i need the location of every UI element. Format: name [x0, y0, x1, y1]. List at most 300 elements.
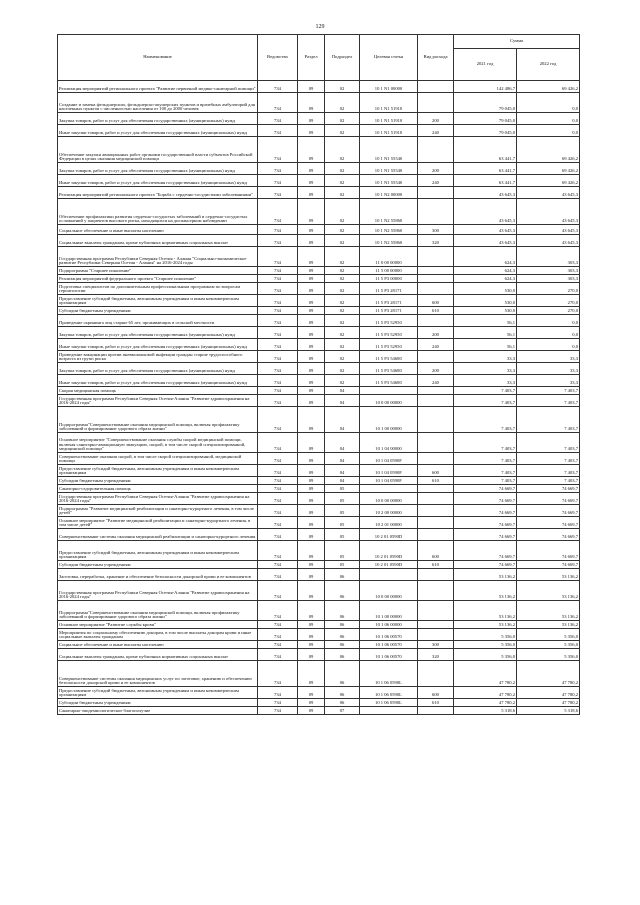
- cell-ved: 734: [258, 387, 298, 395]
- table-row: [58, 641, 580, 649]
- cell-razdel: 09: [298, 375, 325, 387]
- cell-vr: [418, 351, 454, 363]
- cell-ved: 734: [258, 629, 298, 641]
- cell-podrazdel: 04: [325, 477, 360, 485]
- cell-vr: [418, 137, 454, 163]
- table-row: [58, 453, 580, 465]
- cell-name: Проведение вакцинации против пневмококковой инфекции граждан старше трудоспособного возраста из групп риска: [58, 351, 258, 363]
- cell-sum-2022: 0,0: [517, 339, 580, 351]
- cell-sum-2021: 624,3: [454, 275, 517, 283]
- cell-sum-2022: 270,0: [517, 295, 580, 307]
- cell-sum-2022: 47 780,2: [517, 687, 580, 699]
- cell-ved: 734: [258, 307, 298, 315]
- cell-sum-2021: 7 403,7: [454, 395, 517, 407]
- cell-sum-2021: 63 441,7: [454, 163, 517, 175]
- cell-sum-2021: 7 403,7: [454, 387, 517, 395]
- cell-podrazdel: 02: [325, 187, 360, 199]
- cell-podrazdel: 02: [325, 275, 360, 283]
- cell-vr: 200: [418, 327, 454, 339]
- cell-sum-2022: 7 403,7: [517, 477, 580, 485]
- cell-name: Основное мероприятие "Развитие службы крови": [58, 621, 258, 629]
- table-row: [58, 485, 580, 493]
- cell-csr: 10 0 00 00000: [360, 395, 418, 407]
- cell-sum-2021: 5 356,0: [454, 629, 517, 641]
- table-row: [58, 387, 580, 395]
- cell-name: Закупка товаров, работ и услуг для обеспечения государственных (муниципальных) нужд: [58, 113, 258, 125]
- cell-name: Подпрограмма"Совершенствование оказания медицинской помощи, включая профилактику заболеваний и формирование здорового образа жизни": [58, 601, 258, 621]
- table-row: [58, 187, 580, 199]
- cell-vr: 200: [418, 113, 454, 125]
- cell-csr: 10 1 06 0590L: [360, 661, 418, 687]
- cell-razdel: 09: [298, 137, 325, 163]
- cell-razdel: 09: [298, 529, 325, 541]
- cell-sum-2021: 530,0: [454, 295, 517, 307]
- cell-name: Иные закупки товаров, работ и услуг для обеспечения государственных (муниципальных) нужд: [58, 175, 258, 187]
- cell-sum-2021: 53 136,2: [454, 621, 517, 629]
- cell-podrazdel: 06: [325, 569, 360, 581]
- table-row: [58, 407, 580, 433]
- cell-name: Иные закупки товаров, работ и услуг для обеспечения государственных (муниципальных) нужд: [58, 125, 258, 137]
- cell-vr: [418, 529, 454, 541]
- cell-sum-2021: 74 669,7: [454, 541, 517, 561]
- cell-razdel: 09: [298, 125, 325, 137]
- cell-ved: 734: [258, 267, 298, 275]
- table-row: [58, 649, 580, 661]
- cell-podrazdel: 05: [325, 493, 360, 505]
- cell-razdel: 09: [298, 477, 325, 485]
- cell-name: Предоставление субсидий бюджетным, автономным учреждениям и иным некоммерческим организациям: [58, 687, 258, 699]
- cell-sum-2022: 270,0: [517, 307, 580, 315]
- cell-podrazdel: 02: [325, 163, 360, 175]
- cell-podrazdel: 02: [325, 93, 360, 113]
- cell-razdel: 09: [298, 649, 325, 661]
- table-body: [58, 81, 580, 715]
- cell-name: Закупка товаров, работ и услуг для обеспечения государственных (муниципальных) нужд: [58, 163, 258, 175]
- cell-name: Предоставление субсидий бюджетным, автономным учреждениям и иным некоммерческим организациям: [58, 295, 258, 307]
- cell-sum-2022: 53 136,2: [517, 621, 580, 629]
- cell-sum-2021: 63 441,7: [454, 137, 517, 163]
- cell-podrazdel: 06: [325, 581, 360, 601]
- cell-ved: 734: [258, 339, 298, 351]
- cell-sum-2021: 43 645,3: [454, 235, 517, 247]
- cell-csr: 10 1 06 00000: [360, 621, 418, 629]
- cell-ved: 734: [258, 569, 298, 581]
- cell-podrazdel: 02: [325, 283, 360, 295]
- cell-sum-2022: 0,0: [517, 93, 580, 113]
- table-row: [58, 621, 580, 629]
- header-ved: Ведомство: [258, 35, 298, 81]
- cell-sum-2022: 53 136,2: [517, 569, 580, 581]
- cell-razdel: 09: [298, 621, 325, 629]
- cell-podrazdel: 04: [325, 453, 360, 465]
- cell-podrazdel: 02: [325, 315, 360, 327]
- cell-ved: 734: [258, 199, 298, 225]
- table-row: [58, 505, 580, 517]
- cell-csr: 10 1 N2 55860: [360, 199, 418, 225]
- cell-sum-2022: 7 403,7: [517, 453, 580, 465]
- cell-sum-2021: 74 669,7: [454, 517, 517, 529]
- cell-razdel: 09: [298, 433, 325, 453]
- header-razdel: Раздел: [298, 35, 325, 81]
- cell-podrazdel: 02: [325, 81, 360, 93]
- table-row: [58, 561, 580, 569]
- cell-csr: 11 5 P3 28171: [360, 295, 418, 307]
- cell-name: Закупка товаров, работ и услуг для обеспечения государственных (муниципальных) нужд: [58, 363, 258, 375]
- header-year-2021: 2021 год: [454, 49, 517, 81]
- cell-podrazdel: 04: [325, 433, 360, 453]
- cell-vr: 200: [418, 163, 454, 175]
- cell-podrazdel: 02: [325, 351, 360, 363]
- cell-podrazdel: 02: [325, 175, 360, 187]
- cell-sum-2021: 74 669,7: [454, 493, 517, 505]
- cell-csr: 10 1 N1 51910: [360, 125, 418, 137]
- cell-razdel: 09: [298, 163, 325, 175]
- header-year-2022: 2022 год: [517, 49, 580, 81]
- table-row: [58, 315, 580, 327]
- cell-csr: 10 1 N1 55540: [360, 175, 418, 187]
- cell-podrazdel: 02: [325, 247, 360, 267]
- cell-ved: 734: [258, 649, 298, 661]
- table-row: [58, 351, 580, 363]
- cell-name: Обеспечение закупки авиационных работ органами государственной власти субъектов Российской Федерации в целях оказания медицинской помощи: [58, 137, 258, 163]
- cell-csr: 10 1 06 00570: [360, 649, 418, 661]
- cell-ved: 734: [258, 465, 298, 477]
- cell-name: Заготовка, переработка, хранение и обеспечение безопасности донорской крови и ее компонентов: [58, 569, 258, 581]
- cell-vr: 610: [418, 477, 454, 485]
- cell-razdel: 09: [298, 307, 325, 315]
- cell-vr: 610: [418, 561, 454, 569]
- cell-vr: [418, 453, 454, 465]
- cell-ved: 734: [258, 517, 298, 529]
- cell-sum-2021: 47 780,2: [454, 699, 517, 707]
- cell-csr: 10 1 N1 55540: [360, 137, 418, 163]
- table-row: [58, 175, 580, 187]
- cell-razdel: 09: [298, 493, 325, 505]
- cell-name: Проведение скрининга лиц старше 65 лет, проживающих в сельской местности: [58, 315, 258, 327]
- cell-razdel: 09: [298, 295, 325, 307]
- cell-sum-2022: 7 403,7: [517, 407, 580, 433]
- cell-csr: 11 5 P3 00000: [360, 275, 418, 283]
- cell-csr: 11 5 P3 52950: [360, 315, 418, 327]
- table-row: [58, 199, 580, 225]
- cell-sum-2022: 74 669,7: [517, 493, 580, 505]
- cell-ved: 734: [258, 541, 298, 561]
- cell-vr: 600: [418, 465, 454, 477]
- cell-razdel: 09: [298, 581, 325, 601]
- cell-ved: 734: [258, 225, 298, 235]
- cell-vr: [418, 601, 454, 621]
- cell-name: Закупка товаров, работ и услуг для обеспечения государственных (муниципальных) нужд: [58, 327, 258, 339]
- table-row: [58, 81, 580, 93]
- cell-sum-2021: 74 669,7: [454, 529, 517, 541]
- page-number: 129: [315, 24, 325, 30]
- cell-csr: 10 0 00 00000: [360, 581, 418, 601]
- cell-ved: 734: [258, 493, 298, 505]
- cell-csr: 10 2 00 00000: [360, 505, 418, 517]
- cell-razdel: 09: [298, 505, 325, 517]
- cell-podrazdel: 02: [325, 327, 360, 339]
- table-row: [58, 465, 580, 477]
- cell-podrazdel: 02: [325, 235, 360, 247]
- cell-ved: 734: [258, 275, 298, 283]
- cell-podrazdel: 05: [325, 505, 360, 517]
- cell-sum-2022: 47 780,2: [517, 661, 580, 687]
- budget-table: [57, 34, 580, 715]
- cell-razdel: 09: [298, 629, 325, 641]
- cell-vr: [418, 433, 454, 453]
- cell-ved: 734: [258, 505, 298, 517]
- cell-csr: 11 5 P3 54680: [360, 363, 418, 375]
- table-row: [58, 137, 580, 163]
- header-csr: Целевая статья: [360, 35, 418, 81]
- cell-ved: 734: [258, 687, 298, 699]
- cell-sum-2022: 0,0: [517, 327, 580, 339]
- cell-sum-2022: 74 669,7: [517, 505, 580, 517]
- cell-vr: [418, 247, 454, 267]
- cell-razdel: 09: [298, 661, 325, 687]
- cell-sum-2022: 43 645,3: [517, 199, 580, 225]
- cell-csr: 10 1 N2 00000: [360, 187, 418, 199]
- cell-ved: 734: [258, 375, 298, 387]
- cell-vr: [418, 629, 454, 641]
- table-row: [58, 661, 580, 687]
- table-row: [58, 339, 580, 351]
- cell-razdel: 09: [298, 315, 325, 327]
- cell-vr: 600: [418, 295, 454, 307]
- cell-sum-2021: 5 356,0: [454, 649, 517, 661]
- cell-name: Мероприятия по социальному обеспечению донорам, в том числе выплаты донорам крови и иные социальные выплаты гражданам: [58, 629, 258, 641]
- cell-sum-2021: 530,0: [454, 283, 517, 295]
- cell-name: Государственная программа Республики Северная Осетия-Алания "Развитие здравоохранения на 2016-2024 годы": [58, 581, 258, 601]
- cell-csr: 10 1 N2 55860: [360, 225, 418, 235]
- cell-podrazdel: 05: [325, 517, 360, 529]
- cell-sum-2022: 5 356,0: [517, 649, 580, 661]
- cell-sum-2022: 303,3: [517, 247, 580, 267]
- cell-razdel: 09: [298, 235, 325, 247]
- cell-name: Социальные выплаты гражданам, кроме публичных нормативных социальных выплат: [58, 235, 258, 247]
- cell-ved: 734: [258, 351, 298, 363]
- cell-razdel: 09: [298, 601, 325, 621]
- cell-ved: 734: [258, 235, 298, 247]
- cell-sum-2022: 43 645,3: [517, 187, 580, 199]
- table-row: [58, 629, 580, 641]
- cell-name: Подпрограмма "Старшее поколение": [58, 267, 258, 275]
- table-row: [58, 93, 580, 113]
- cell-sum-2022: 303,3: [517, 275, 580, 283]
- cell-name: Подготовка специалистов по дополнительным профессиональным программам по вопросам геронтологии: [58, 283, 258, 295]
- table-row: [58, 395, 580, 407]
- table-row: [58, 707, 580, 715]
- cell-name: Реализация мероприятий регионального проекта "Развитие первичной медико-санитарной помощи": [58, 81, 258, 93]
- cell-csr: 10 1 00 00000: [360, 407, 418, 433]
- cell-name: Создание и замена фельдшерских, фельдшерско-акушерских пунктов и врачебных амбулаторий для населенных пунктов с численностью населения от 100 до 2000 человек: [58, 93, 258, 113]
- cell-sum-2021: 74 669,7: [454, 561, 517, 569]
- cell-name: Социальное обеспечение и иные выплаты населению: [58, 225, 258, 235]
- cell-podrazdel: 02: [325, 199, 360, 225]
- cell-name: Иные закупки товаров, работ и услуг для обеспечения государственных (муниципальных) нужд: [58, 339, 258, 351]
- cell-sum-2022: 7 403,7: [517, 395, 580, 407]
- cell-ved: 734: [258, 485, 298, 493]
- cell-csr: 10 1 06 0590L: [360, 687, 418, 699]
- cell-vr: [418, 267, 454, 275]
- cell-razdel: 09: [298, 707, 325, 715]
- cell-razdel: 09: [298, 485, 325, 493]
- cell-sum-2022: 303,3: [517, 267, 580, 275]
- cell-sum-2021: 33,3: [454, 363, 517, 375]
- cell-csr: 10 1 04 00000: [360, 433, 418, 453]
- cell-ved: 734: [258, 601, 298, 621]
- cell-sum-2021: 56,1: [454, 339, 517, 351]
- table-row: [58, 687, 580, 699]
- table-row: [58, 699, 580, 707]
- cell-vr: 240: [418, 375, 454, 387]
- cell-ved: 734: [258, 93, 298, 113]
- cell-sum-2021: 56,1: [454, 315, 517, 327]
- table-row: [58, 581, 580, 601]
- cell-vr: [418, 93, 454, 113]
- cell-sum-2022: 74 669,7: [517, 485, 580, 493]
- cell-vr: [418, 707, 454, 715]
- cell-sum-2022: 43 645,3: [517, 225, 580, 235]
- cell-sum-2021: 74 669,7: [454, 505, 517, 517]
- cell-sum-2021: 74 669,7: [454, 485, 517, 493]
- cell-csr: 10 2 01 00000: [360, 517, 418, 529]
- cell-ved: 734: [258, 661, 298, 687]
- cell-razdel: 09: [298, 199, 325, 225]
- cell-sum-2022: 5 356,0: [517, 641, 580, 649]
- cell-csr: 10 1 N1 51910: [360, 93, 418, 113]
- cell-podrazdel: 06: [325, 687, 360, 699]
- cell-name: Совершенствование оказания скорой, в том числе скорой специализированной, медицинской помощи: [58, 453, 258, 465]
- table-row: [58, 235, 580, 247]
- cell-podrazdel: 06: [325, 629, 360, 641]
- cell-sum-2022: 69 426,2: [517, 163, 580, 175]
- cell-vr: 320: [418, 649, 454, 661]
- cell-vr: 240: [418, 175, 454, 187]
- cell-name: Санаторно-оздоровительная помощь: [58, 485, 258, 493]
- cell-vr: 200: [418, 363, 454, 375]
- cell-vr: [418, 505, 454, 517]
- cell-sum-2022: 53 136,2: [517, 581, 580, 601]
- cell-csr: 11 5 P3 52950: [360, 339, 418, 351]
- cell-vr: [418, 407, 454, 433]
- cell-sum-2021: 7 403,7: [454, 453, 517, 465]
- cell-sum-2021: 47 780,2: [454, 687, 517, 699]
- cell-csr: 10 2 01 0590D: [360, 541, 418, 561]
- cell-razdel: 09: [298, 407, 325, 433]
- cell-csr: 10 1 04 0590F: [360, 477, 418, 485]
- cell-razdel: 09: [298, 351, 325, 363]
- cell-ved: 734: [258, 453, 298, 465]
- cell-razdel: 09: [298, 561, 325, 569]
- cell-name: Реализация мероприятий федерального проекта "Старшее поколение": [58, 275, 258, 283]
- cell-podrazdel: 07: [325, 707, 360, 715]
- cell-csr: 10 1 N1 00000: [360, 81, 418, 93]
- cell-sum-2022: 33,3: [517, 351, 580, 363]
- cell-podrazdel: 02: [325, 113, 360, 125]
- cell-name: Предоставление субсидий бюджетным, автономным учреждениям и иным некоммерческим организациям: [58, 541, 258, 561]
- table-row: [58, 163, 580, 175]
- cell-vr: 600: [418, 541, 454, 561]
- cell-name: Подпрограмма "Развитие медицинской реабилитации и санаторно-курортного лечения, в том числе детей": [58, 505, 258, 517]
- cell-csr: 11 5 P3 54680: [360, 375, 418, 387]
- header-summa: Сумма: [454, 35, 580, 49]
- cell-podrazdel: 04: [325, 407, 360, 433]
- table-row: [58, 275, 580, 283]
- cell-sum-2022: 53 136,2: [517, 601, 580, 621]
- cell-sum-2022: 43 645,3: [517, 235, 580, 247]
- cell-podrazdel: 04: [325, 387, 360, 395]
- cell-razdel: 09: [298, 267, 325, 275]
- cell-csr: 11 5 P3 28171: [360, 283, 418, 295]
- cell-ved: 734: [258, 327, 298, 339]
- cell-sum-2021: 79 045,0: [454, 125, 517, 137]
- table-row: [58, 363, 580, 375]
- cell-csr: 10 0 00 00000: [360, 493, 418, 505]
- cell-ved: 734: [258, 395, 298, 407]
- cell-sum-2021: 7 403,7: [454, 407, 517, 433]
- cell-razdel: 09: [298, 187, 325, 199]
- cell-sum-2021: 7 403,7: [454, 465, 517, 477]
- cell-name: Предоставление субсидий бюджетным, автономным учреждениям и иным некоммерческим организациям: [58, 465, 258, 477]
- cell-sum-2022: 74 669,7: [517, 529, 580, 541]
- cell-podrazdel: 02: [325, 363, 360, 375]
- cell-vr: [418, 315, 454, 327]
- cell-csr: 10 1 04 0590F: [360, 453, 418, 465]
- cell-vr: 300: [418, 641, 454, 649]
- cell-name: Подпрограмма"Совершенствование оказания медицинской помощи, включая профилактику заболеваний и формирование здорового образа жизни": [58, 407, 258, 433]
- cell-name: Социальное обеспечение и иные выплаты населению: [58, 641, 258, 649]
- table-row: [58, 307, 580, 315]
- header-vr: Вид расхода: [418, 35, 454, 81]
- cell-csr: 10 1 00 00000: [360, 601, 418, 621]
- cell-csr: 10 1 N1 55540: [360, 163, 418, 175]
- cell-name: Субсидии бюджетным учреждениям: [58, 477, 258, 485]
- cell-sum-2021: 53 136,2: [454, 601, 517, 621]
- cell-ved: 734: [258, 363, 298, 375]
- cell-sum-2021: 56,1: [454, 327, 517, 339]
- cell-podrazdel: 05: [325, 541, 360, 561]
- table-row: [58, 517, 580, 529]
- cell-ved: 734: [258, 477, 298, 485]
- cell-ved: 734: [258, 137, 298, 163]
- cell-ved: 734: [258, 529, 298, 541]
- table-row: [58, 493, 580, 505]
- cell-csr: [360, 387, 418, 395]
- cell-ved: 734: [258, 561, 298, 569]
- cell-sum-2022: 69 426,2: [517, 137, 580, 163]
- cell-razdel: 09: [298, 569, 325, 581]
- table-row: [58, 113, 580, 125]
- cell-vr: [418, 485, 454, 493]
- cell-ved: 734: [258, 433, 298, 453]
- cell-sum-2021: 53 136,2: [454, 569, 517, 581]
- cell-vr: [418, 621, 454, 629]
- cell-vr: [418, 387, 454, 395]
- cell-podrazdel: 02: [325, 125, 360, 137]
- cell-sum-2022: 74 669,7: [517, 517, 580, 529]
- cell-podrazdel: 05: [325, 529, 360, 541]
- cell-ved: 734: [258, 621, 298, 629]
- cell-sum-2021: 624,3: [454, 267, 517, 275]
- cell-vr: 610: [418, 307, 454, 315]
- cell-podrazdel: 04: [325, 395, 360, 407]
- cell-csr: [360, 569, 418, 581]
- cell-sum-2021: 63 441,7: [454, 175, 517, 187]
- cell-csr: 10 1 06 0590L: [360, 699, 418, 707]
- cell-sum-2022: 33,3: [517, 375, 580, 387]
- table-row: [58, 267, 580, 275]
